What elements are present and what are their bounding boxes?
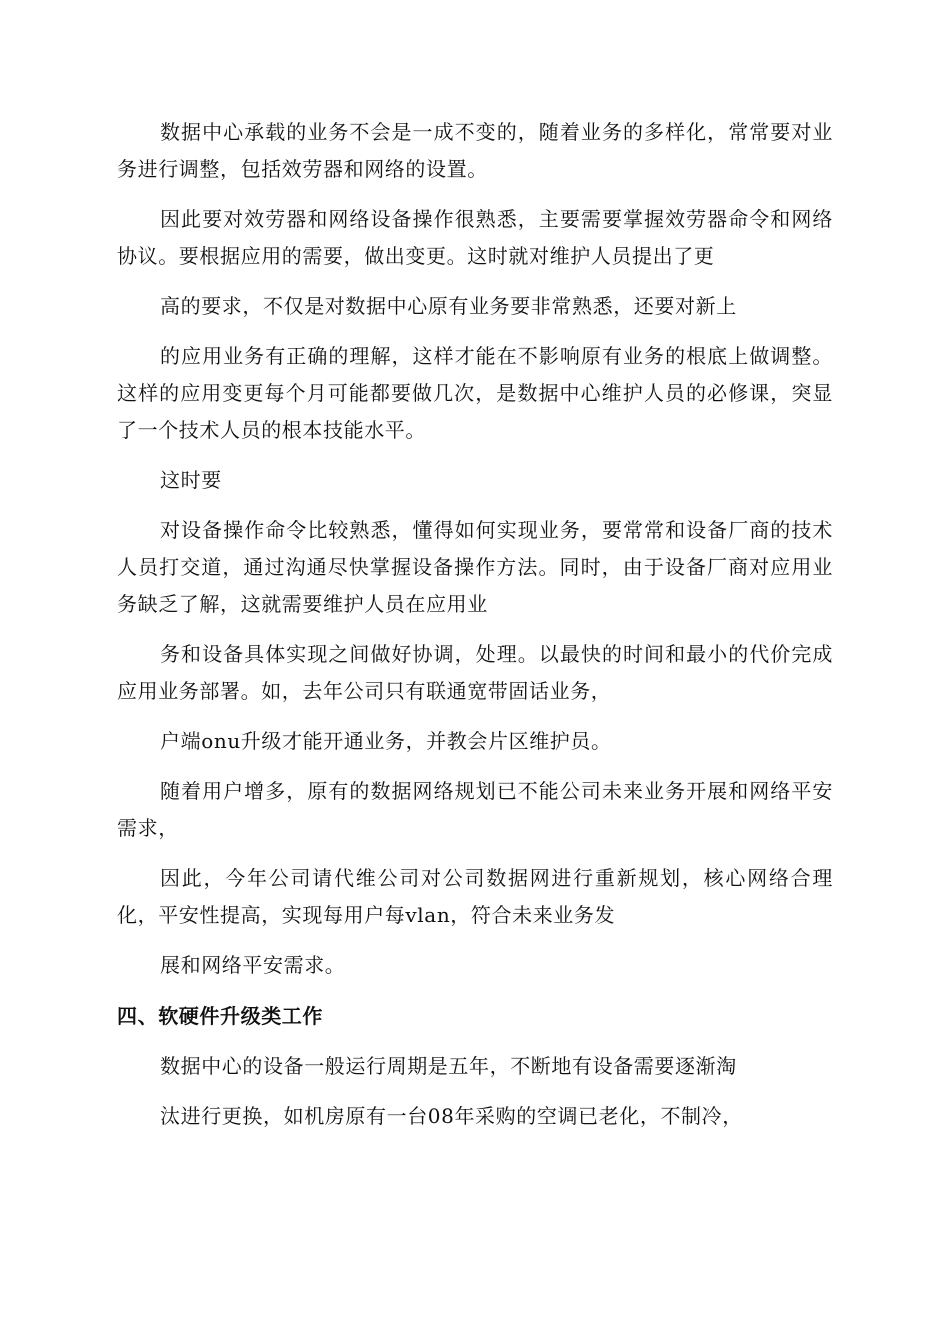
paragraph-11: 展和网络平安需求。	[160, 953, 346, 977]
paragraph-3: 高的要求，不仅是对数据中心原有业务要非常熟悉，还要对新上	[160, 294, 737, 318]
section-heading: 四、软硬件升级类工作	[117, 1004, 323, 1028]
paragraph-2: 因此要对效劳器和网络设备操作很熟悉，主要需要掌握效劳器命令和网络协议。要根据应用的需要，做出变更。这时就对维护人员提出了更	[117, 207, 833, 268]
paragraph-8: 户端onu升级才能开通业务，并教会片区维护员。	[160, 729, 612, 753]
paragraph-9: 随着用户增多，原有的数据网络规划已不能公司未来业务开展和网络平安需求，	[117, 779, 833, 840]
section-paragraph-2: 汰进行更换，如机房原有一台08年采购的空调已老化，不制冷，	[160, 1104, 743, 1128]
section-paragraph-1: 数据中心的设备一般运行周期是五年，不断地有设备需要逐渐淘	[160, 1054, 737, 1078]
paragraph-4: 的应用业务有正确的理解，这样才能在不影响原有业务的根底上做调整。这样的应用变更每个月可能都要做几次，是数据中心维护人员的必修课，突显了一个技术人员的根本技能水平。	[117, 344, 833, 442]
paragraph-1: 数据中心承载的业务不会是一成不变的，随着业务的多样化，常常要对业务进行调整，包括效劳器和网络的设置。	[117, 120, 833, 181]
paragraph-6: 对设备操作命令比较熟悉，懂得如何实现业务，要常常和设备厂商的技术人员打交道，通过沟通尽快掌握设备操作方法。同时，由于设备厂商对应用业务缺乏了解，这就需要维护人员在应用业	[117, 518, 833, 616]
document-page	[117, 114, 833, 1135]
paragraph-10: 因此，今年公司请代维公司对公司数据网进行重新规划，核心网络合理化，平安性提高，实现每用户每vlan，符合未来业务发	[117, 866, 833, 927]
paragraph-7: 务和设备具体实现之间做好协调，处理。以最快的时间和最小的代价完成应用业务部署。如，去年公司只有联通宽带固话业务，	[117, 642, 833, 703]
paragraph-5: 这时要	[160, 468, 222, 492]
